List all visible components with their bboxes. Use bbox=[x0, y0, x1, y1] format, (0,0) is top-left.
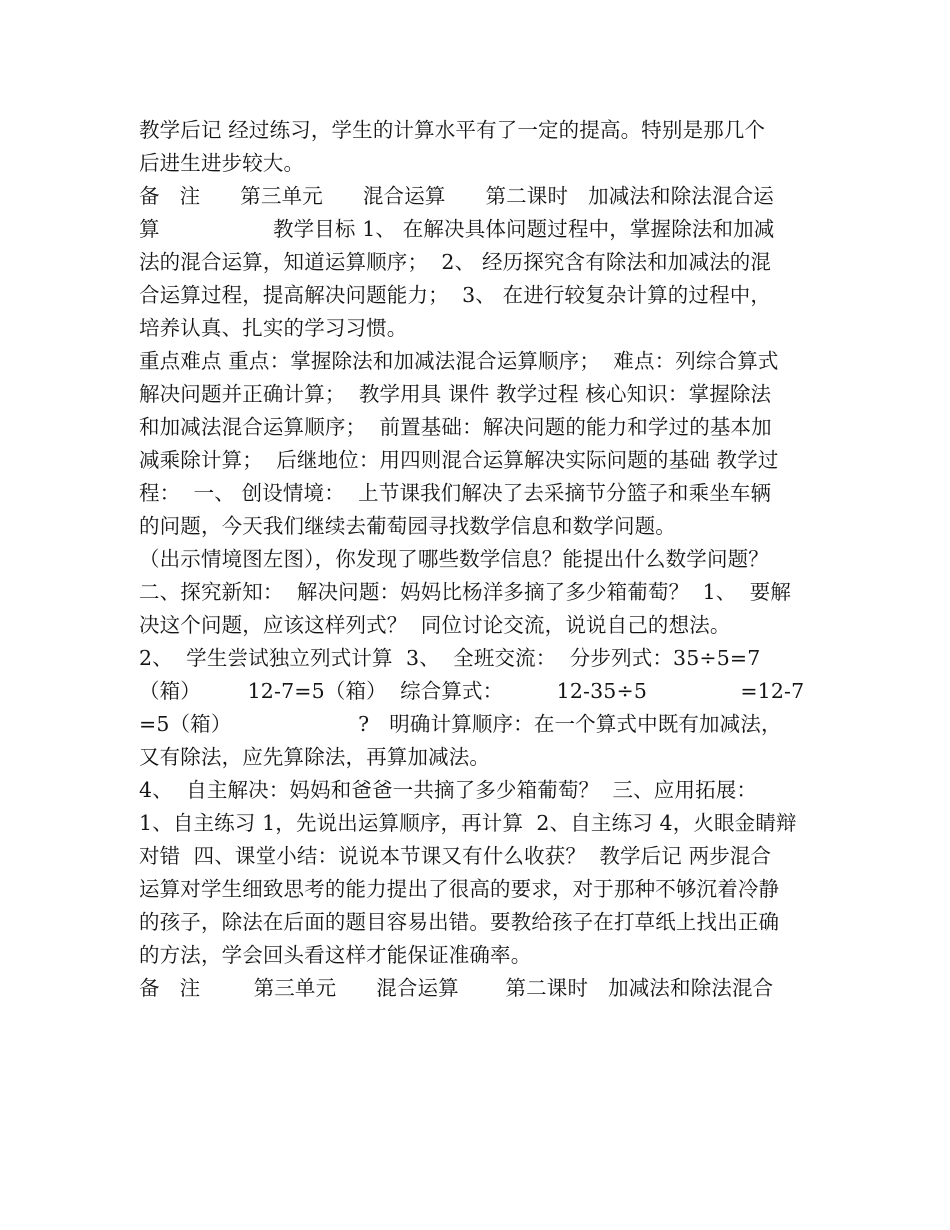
text-line: 后进生进步较大。 bbox=[139, 151, 305, 175]
text-line: 2、 学生尝试独立列式计算 3、 全班交流： 分步列式：35÷5=7 bbox=[139, 646, 761, 670]
text-line: 又有除法，应先算除法，再算加减法。 bbox=[139, 745, 491, 769]
text-line: 重点难点 重点：掌握除法和加减法混合运算顺序； 难点：列综合算式 bbox=[139, 349, 779, 373]
document-body bbox=[139, 114, 829, 1005]
text-line: 的孩子，除法在后面的题目容易出错。要教给孩子在打草纸上找出正确 bbox=[139, 910, 780, 934]
text-line: 对错 四、课堂小结：说说本节课又有什么收获？ 教学后记 两步混合 bbox=[139, 844, 772, 868]
text-line: 程： 一、 创设情境： 上节课我们解决了去采摘节分篮子和乘坐车辆 bbox=[139, 481, 772, 505]
text-line: 决这个问题，应该这样列式？ 同位讨论交流，说说自己的想法。 bbox=[139, 613, 731, 637]
text-line: =5（箱） ? 明确计算顺序：在一个算式中既有加减法， bbox=[139, 712, 782, 736]
text-line: 1、自主练习 1，先说出运算顺序，再计算 2、自主练习 4，火眼金睛辩 bbox=[139, 811, 797, 835]
text-line: （出示情境图左图），你发现了哪些数学信息？能提出什么数学问题？ bbox=[139, 547, 769, 571]
text-line: 4、 自主解决：妈妈和爸爸一共摘了多少箱葡萄？ 三、应用拓展： bbox=[139, 778, 758, 802]
text-line: 合运算过程，提高解决问题能力； 3、 在进行较复杂计算的过程中， bbox=[139, 283, 772, 307]
text-line: 法的混合运算，知道运算顺序； 2、 经历探究含有除法和加减法的混 bbox=[139, 250, 772, 274]
text-line: 和加减法混合运算顺序； 前置基础：解决问题的能力和学过的基本加 bbox=[139, 415, 772, 439]
text-line: 备 注 第三单元 混合运算 第二课时 加减法和除法混合 bbox=[139, 976, 774, 1000]
text-line: 减乘除计算； 后继地位：用四则混合运算解决实际问题的基础 教学过 bbox=[139, 448, 779, 472]
text-line: 备 注 第三单元 混合运算 第二课时 加减法和除法混合运 bbox=[139, 184, 774, 208]
text-line: 运算对学生细致思考的能力提出了很高的要求，对于那种不够沉着冷静 bbox=[139, 877, 780, 901]
text-line: 教学后记 经过练习，学生的计算水平有了一定的提高。特别是那几个 bbox=[139, 118, 766, 142]
text-line: 的方法，学会回头看这样才能保证准确率。 bbox=[139, 943, 532, 967]
text-line: 二、探究新知： 解决问题：妈妈比杨洋多摘了多少箱葡萄？ 1、 要解 bbox=[139, 580, 792, 604]
text-line: 的问题，今天我们继续去葡萄园寻找数学信息和数学问题。 bbox=[139, 514, 676, 538]
text-line: 算 教学目标 1、 在解决具体问题过程中，掌握除法和加减 bbox=[139, 217, 775, 241]
text-line: 培养认真、扎实的学习习惯。 bbox=[139, 316, 408, 340]
text-line: 解决问题并正确计算； 教学用具 课件 教学过程 核心知识：掌握除法 bbox=[139, 382, 772, 406]
text-line: （箱） 12-7=5（箱） 综合算式： 12-35÷5 =12-7 bbox=[139, 679, 805, 703]
